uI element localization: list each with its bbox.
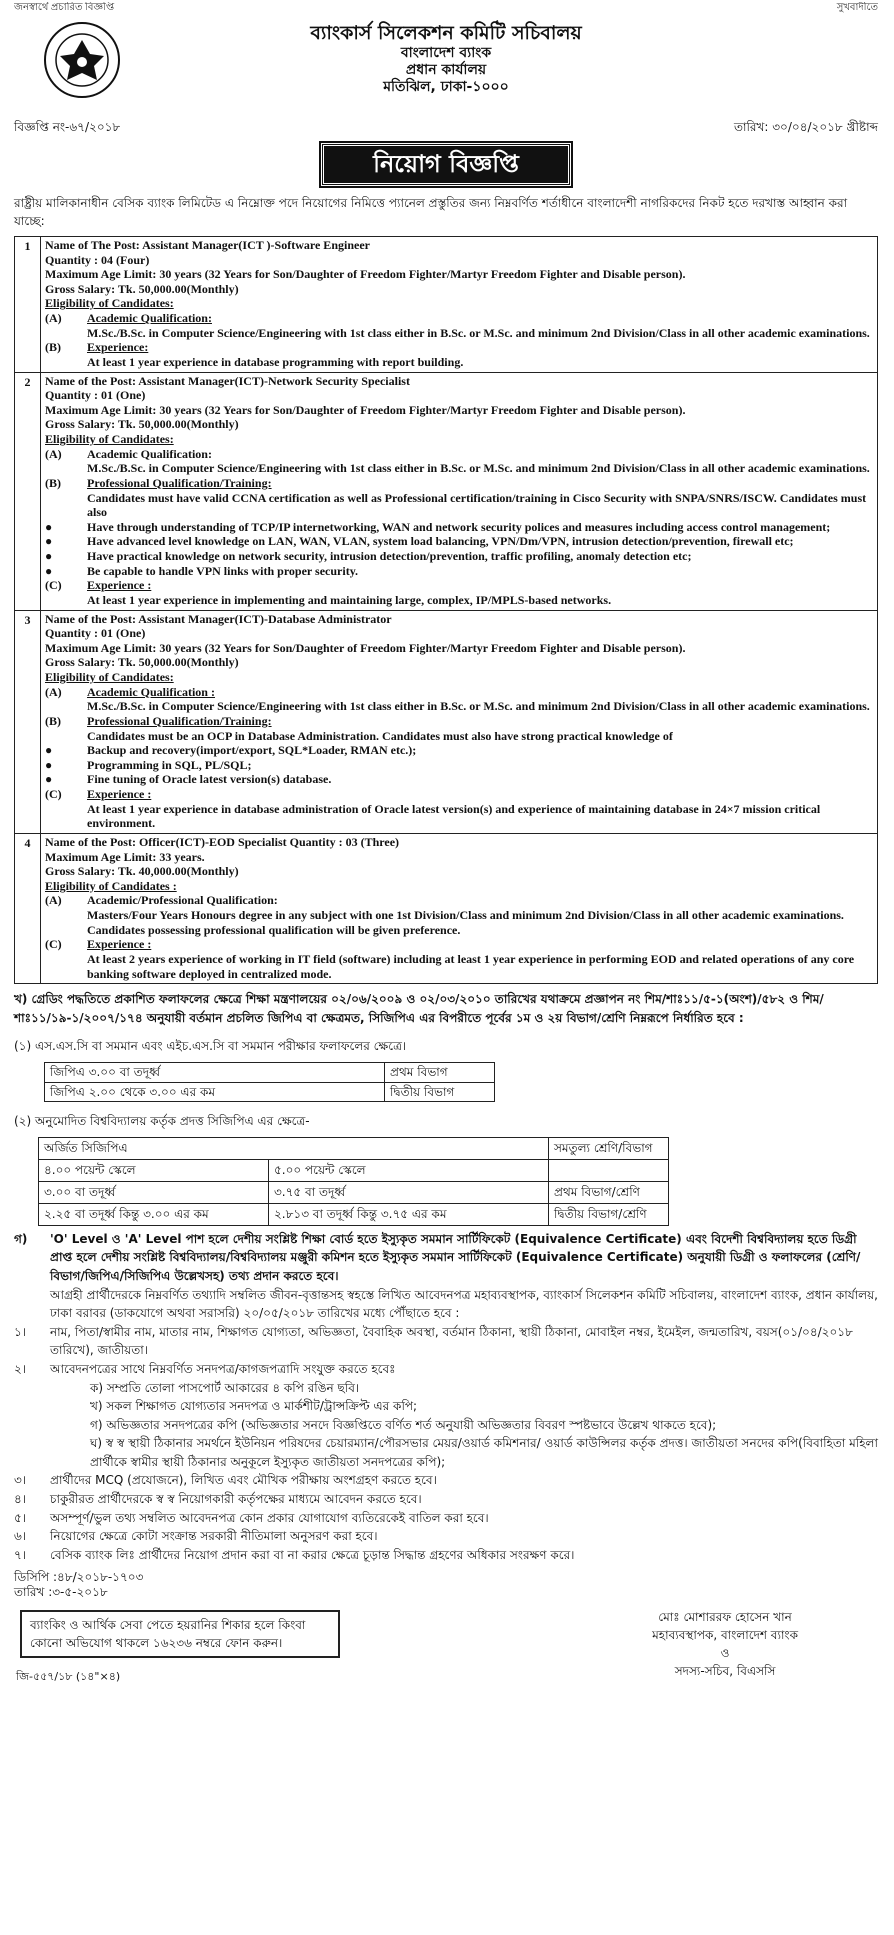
bullet-text: Fine tuning of Oracle latest version(s) database. [87,772,332,787]
list-item: ১। নাম, পিতা/স্বামীর নাম, মাতার নাম, শিক্ষাগত যোগ্যতা, অভিজ্ঞতা, বৈবাহিক অবস্থা, বর্তমান ঠিকানা, স্থায়ী ঠিকানা, মোবাইল নম্বর, ইমেইল, জন্মতারিখ, বয়স(০১/০৪/২০১৮ তারিখে), জাতীয়তা। [14,1324,853,1358]
list-item: ৬। নিয়োগের ক্ষেত্রে কোটা সংক্রান্ত সরকারী নীতিমালা অনুসরণ করা হবে। [14,1529,378,1544]
table-cell: ২.২৫ বা তদূর্ধ্ব কিন্তু ৩.০০ এর কম [39,1203,269,1225]
top-left-text: জনস্বার্থে প্রচারিত বিজ্ঞপ্তি [14,2,115,13]
post-salary: Gross Salary: Tk. 50,000.00(Monthly) [45,417,239,432]
post-name: Name of the Post: Officer(ICT)-EOD Specialist Quantity : 03 (Three) [45,834,400,849]
bullet-icon: ● [45,549,53,564]
notice-number: বিজ্ঞপ্তি নং-৬৭/২০১৮ [14,120,121,134]
list-item: ৫। অসম্পূর্ণ/ভুল তথ্য সম্বলিত আবেদনপত্র কোন প্রকার যোগাযোগ ব্যতিরেকেই বাতিল করা হবে। [14,1510,489,1525]
marker: (A) [45,893,62,908]
list-item: ক) সম্প্রতি তোলা পাসপোর্ট আকারের ৪ কপি রঙিন ছবি। [90,1380,360,1395]
signatory-role2: সদস্য-সচিব, বিএসসি [674,1664,776,1679]
qualification-heading: Academic Qualification : [87,684,215,699]
table-cell: দ্বিতীয় বিভাগ/শ্রেণি [549,1203,669,1225]
post-eligibility: Eligibility of Candidates: [45,296,174,311]
post-salary: Gross Salary: Tk. 40,000.00(Monthly) [45,864,239,879]
post-eligibility: Eligibility of Candidates: [45,670,174,685]
gpa-table [44,1062,495,1102]
table-cell: দ্বিতীয় বিভাগ [385,1082,495,1102]
ssc-heading: (১) এস.এস.সি বা সমমান এবং এইচ.এস.সি বা সমমান পরীক্ষার ফলাফলের ক্ষেত্রে। [14,1039,407,1054]
top-strip [14,2,878,14]
bullet-icon: ● [45,757,53,772]
table-cell: ২.৮১৩ বা তদূর্ধ্ব কিন্তু ৩.৭৫ এর কম [269,1203,549,1225]
marker: (B) [45,340,61,355]
intro-paragraph: রাষ্ট্রীয় মালিকানাধীন বেসিক ব্যাংক লিমিটেড এ নিম্নোক্ত পদে নিয়োগের নিমিত্তে প্যানেল প্রস্তুতির জন্য নিম্নবর্ণিত শর্তাধীনে বাংলাদেশী নাগরিকদের নিকট হতে দরখাস্ত আহ্বান করা যাচ্ছে: [14,195,848,228]
table-row [45,1082,495,1102]
signatory-name: মোঃ মোশাররফ হোসেন খান [658,1610,792,1625]
bullet-icon: ● [45,563,53,578]
qualification-text: M.Sc./B.Sc. in Computer Science/Engineering with 1st class either in B.Sc. or M.Sc. and minimum 2nd Division/Class in all other academic examinations. [87,699,870,714]
list-item: ৭। বেসিক ব্যাংক লিঃ প্রার্থীদের নিয়োগ প্রদান করা বা না করার ক্ষেত্রে চূড়ান্ত সিদ্ধান্ত গ্রহণের অধিকার সংরক্ষণ করে। [14,1547,575,1562]
post-row [15,610,878,833]
bullet-text: Backup and recovery(import/export, SQL*Loader, RMAN etc.); [87,743,417,758]
list-item: ৪। চাকুরীরত প্রার্থীদেরকে স্ব স্ব নিয়োগকারী কর্তৃপক্ষের মাধ্যমে আবেদন করতে হবে। [14,1492,422,1507]
post-salary: Gross Salary: Tk. 50,000.00(Monthly) [45,655,239,670]
list-item: গ) অভিজ্ঞতার সনদপত্রের কপি (অভিজ্ঞতার সনদে বিজ্ঞপ্তিতে বর্ণিত শর্ত অনুযায়ী অভিজ্ঞতার বিবরণ স্পষ্টভাবে উল্লেখ থাকতে হবে); [90,1417,717,1432]
table-cell: ৫.০০ পয়েন্ট স্কেলে [269,1159,549,1181]
training-text: Candidates must have valid CCNA certification as well as Professional certification/training in Cisco Security with SNPA/SNRS/ISCW. Candidates must also [87,490,867,520]
equivalence-note [14,1230,878,1286]
grading-note: খ) গ্রেডিং পদ্ধতিতে প্রকাশিত ফলাফলের ক্ষেত্রে শিক্ষা মন্ত্রণালয়ের ০২/০৬/২০০৯ ও ০২/০৩/২০১০ তারিখের যথাক্রমে প্রজ্ঞাপন নং শিম/শাঃ১১/৫-১(অংশ)/৫৮২ ও শিম/শাঃ১১/১৯-১/২০০৭/১৭৪ অনুযায়ী বর্তমান প্রচলিত জিপিএ বা ক্ষেত্রমত, সিজিপিএ এর বিপরীতে পূর্বের ১ম ও ২য় বিভাগ/শ্রেণি নিম্নরূপে নির্ধারিত হবে : [14,992,824,1025]
footer [14,1570,878,1690]
post-name: Name of the Post: Assistant Manager(ICT)-Database Administrator [45,611,392,626]
posts-table [14,236,878,984]
post-number: 3 [15,610,41,833]
training-heading: Professional Qualification/Training: [87,713,272,728]
qualification-heading: Academic Qualification: [87,446,212,461]
signatory-role: মহাব্যবস্থাপক, বাংলাদেশ ব্যাংক [652,1628,798,1643]
cgpa-table [38,1137,669,1226]
bullet-text: Be capable to handle VPN links with proper security. [87,563,359,578]
table-cell: প্রথম বিভাগ [385,1062,495,1082]
office-name: প্রধান কার্যালয় [405,62,487,79]
bullet-icon: ● [45,772,53,787]
post-name: Name of The Post: Assistant Manager(ICT )-Software Engineer [45,237,370,252]
table-header: সমতুল্য শ্রেণি/বিভাগ [549,1137,669,1159]
post-age: Maximum Age Limit: 30 years (32 Years for Son/Daughter of Freedom Fighter/Martyr Freedom Fighter and Disable person). [45,640,686,655]
table-cell: জিপিএ ২.০০ থেকে ৩.০০ এর কম [45,1082,385,1102]
qualification-text: M.Sc./B.Sc. in Computer Science/Engineering with 1st class either in B.Sc. or M.Sc. and minimum 2nd Division/Class in all other academic examinations. [87,325,870,340]
bullet-text: Have advanced level knowledge on LAN, WAN, VLAN, system load balancing, VPN/Dm/VPN, intrusion detection/prevention, firewall etc; [87,534,794,549]
experience-text: At least 1 year experience in database administration of Oracle latest version(s) and experience of maintaining database in 24×7 mission critical environment. [87,801,821,831]
post-quantity: Quantity : 01 (One) [45,388,146,403]
qualification-text: M.Sc./B.Sc. in Computer Science/Engineering with 1st class either in B.Sc. or M.Sc. and minimum 2nd Division/Class in all other academic examinations. [87,461,870,476]
post-row [15,236,878,372]
table-header: অর্জিত সিজিপিএ [39,1137,549,1159]
list-item: খ) সকল শিক্ষাগত যোগ্যতার সনদপত্র ও মার্কশীট/ট্রান্সক্রিপ্ট এর কপি; [90,1399,418,1414]
cgpa-heading: (২) অনুমোদিত বিশ্ববিদ্যালয় কর্তৃক প্রদত্ত সিজিপিএ এর ক্ষেত্রে- [14,1114,310,1129]
helpline-box: ব্যাংকিং ও আর্থিক সেবা পেতে হয়রানির শিকার হলে কিংবা কোনো অভিযোগ থাকলে ১৬২৩৬ নম্বরে ফোন করুন। [20,1610,340,1658]
experience-heading: Experience: [87,340,149,355]
experience-text: At least 2 years experience of working in IT field (software) including at least 1 year experience in performing EOD and related operations of any core banking software deployed in centralized mode. [87,951,855,981]
post-quantity: Quantity : 01 (One) [45,626,146,641]
table-row [39,1159,669,1181]
post-number: 2 [15,372,41,610]
table-row [45,1062,495,1082]
marker: গ) [14,1231,28,1246]
marker: (C) [45,578,62,593]
marker: (B) [45,475,61,490]
table-row [39,1137,669,1159]
post-number: 1 [15,236,41,372]
training-heading: Professional Qualification/Training: [87,475,272,490]
bullet-text: Have practical knowledge on network security, intrusion detection/prevention, traffic profiling, anomaly detection etc; [87,549,692,564]
bullet-text: Programming in SQL, PL/SQL; [87,757,252,772]
bangladesh-bank-logo [42,20,122,100]
post-quantity: Quantity : 04 (Four) [45,252,150,267]
bullet-icon: ● [45,743,53,758]
marker: (B) [45,713,61,728]
bank-name: বাংলাদেশ ব্যাংক [400,45,492,62]
qualification-heading: Academic/Professional Qualification: [87,893,278,908]
signatory-conjunction: ও [720,1646,730,1661]
bullet-text: Have through understanding of TCP/IP internetworking, WAN and network security polices and measures including access control management; [87,519,831,534]
training-text: Candidates must be an OCP in Database Administration. Candidates must also have strong practical knowledge of [87,728,673,743]
marker: (A) [45,446,62,461]
marker: (C) [45,787,62,802]
table-cell: প্রথম বিভাগ/শ্রেণি [549,1181,669,1203]
print-code: জি-৫৫৭/১৮ (১৪"×৪) [16,1670,121,1684]
dfp-number: ডিসিপি :৪৮/২০১৮-১৭০৩ [14,1570,144,1585]
notice-date: তারিখ: ৩০/০৪/২০১৮ খ্রীষ্টাব্দ [734,120,878,134]
office-address: মতিঝিল, ঢাকা-১০০০ [383,79,509,96]
application-instruction: আগ্রহী প্রার্থীদেরকে নিম্নবর্ণিত তথ্যাদি সম্বলিত জীবন-বৃত্তান্তসহ স্বহস্তে লিখিত আবেদনপত্র মহাব্যবস্থাপক, ব্যাংকার্স সিলেকশন কমিটি সচিবালয়, বাংলাদেশ ব্যাংক, প্রধান কার্যালয়, ঢাকা বরাবর (ডাকযোগে অথবা সরাসরি) ২০/০৫/২০১৮ তারিখের মধ্যে পৌঁছাতে হবে : [50,1287,878,1321]
list-item: ২। আবেদনপত্রের সাথে নিম্নবর্ণিত সনদপত্র/কাগজপত্রাদি সংযুক্ত করতে হবেঃ [14,1361,396,1376]
qualification-text: Masters/Four Years Honours degree in any subject with one 1st Division/Class and minimum 2nd Division/Class in all other academic examinations. Candidates possessing professional qualification will be given preference. [87,908,844,937]
signature-block [652,1608,798,1680]
page-title: নিয়োগ বিজ্ঞপ্তি [321,143,571,186]
post-row [15,833,878,983]
bullet-icon: ● [45,534,53,549]
qualification-heading: Academic Qualification: [87,311,212,326]
experience-text: At least 1 year experience in implementing and maintaining large, complex, IP/MPLS-based networks. [87,592,612,607]
post-age: Maximum Age Limit: 30 years (32 Years for Son/Daughter of Freedom Fighter/Martyr Freedom Fighter and Disable person). [45,402,686,417]
marker: (C) [45,937,62,952]
experience-text: At least 1 year experience in database programming with report building. [87,354,464,369]
org-name: ব্যাংকার্স সিলেকশন কমিটি সচিবালয় [310,22,582,44]
post-eligibility: Eligibility of Candidates: [45,432,174,447]
table-cell: জিপিএ ৩.০০ বা তদূর্ধ্ব [45,1062,385,1082]
bullet-icon: ● [45,519,53,534]
post-age: Maximum Age Limit: 33 years. [45,849,205,864]
marker: (A) [45,684,62,699]
experience-heading: Experience : [87,937,152,952]
requirements-list [14,1323,878,1565]
table-cell: ৩.০০ বা তদূর্ধ্ব [39,1181,269,1203]
header [14,14,878,124]
post-name: Name of the Post: Assistant Manager(ICT)-Network Security Specialist [45,373,410,388]
table-row [39,1181,669,1203]
post-eligibility: Eligibility of Candidates : [45,878,177,893]
post-age: Maximum Age Limit: 30 years (32 Years for Son/Daughter of Freedom Fighter/Martyr Freedom Fighter and Disable person). [45,267,686,282]
post-number: 4 [15,833,41,983]
table-cell: ৩.৭৫ বা তদূর্ধ্ব [269,1181,549,1203]
dfp-date: তারিখ :৩-৫-২০১৮ [14,1585,108,1600]
list-item: ৩। প্রার্থীদের MCQ (প্রযোজনে), লিখিত এবং মৌখিক পরীক্ষায় অংশগ্রহণ করতে হবে। [14,1473,437,1488]
marker: (A) [45,311,62,326]
table-cell: ৪.০০ পয়েন্ট স্কেলে [39,1159,269,1181]
top-right-text: সুখবাদীতে [836,2,878,13]
list-item: ঘ) স্ব স্ব স্থায়ী ঠিকানার সমর্থনে ইউনিয়ন পরিষদের চেয়ারম্যান/পৌরসভার মেয়র/ওয়ার্ড কমিশনার/ ওয়ার্ড কাউন্সিলর কর্তৃক প্রদত্ত। জাতীয়তা সনদের কপি(বিবাহিতা মহিলা প্রার্থীকে স্বামীর স্থায়ী ঠিকানার অনুকূলে ইস্যুকৃত জাতীয়তা সনদপত্রের কপি); [90,1436,878,1469]
equivalence-text: 'O' Level ও 'A' Level পাশ হলে দেশীয় সংশ্লিষ্ট শিক্ষা বোর্ড হতে ইস্যুকৃত সমমান সার্টিফিকেট (Equivalence Certificate) এবং বিদেশী বিশ্ববিদ্যালয় হতে ডিগ্রী প্রাপ্ত হলে দেশীয় সংশ্লিষ্ট বিশ্ববিদ্যালয়/বিশ্ববিদ্যালয় মঞ্জুরী কমিশন হতে ইস্যুকৃত সমমান সার্টিফিকেট (Equivalence Certificate) অনুযায়ী ডিগ্রী ও ফলাফলের (শ্রেণি/ বিভাগ/জিপিএ/সিজিপিএ উল্লেখসহ) তথ্য প্রদান করতে হবে। [50,1231,861,1283]
post-row [15,372,878,610]
table-cell [549,1159,669,1181]
experience-heading: Experience : [87,787,152,802]
experience-heading: Experience : [87,578,152,593]
table-row [39,1203,669,1225]
post-salary: Gross Salary: Tk. 50,000.00(Monthly) [45,281,239,296]
